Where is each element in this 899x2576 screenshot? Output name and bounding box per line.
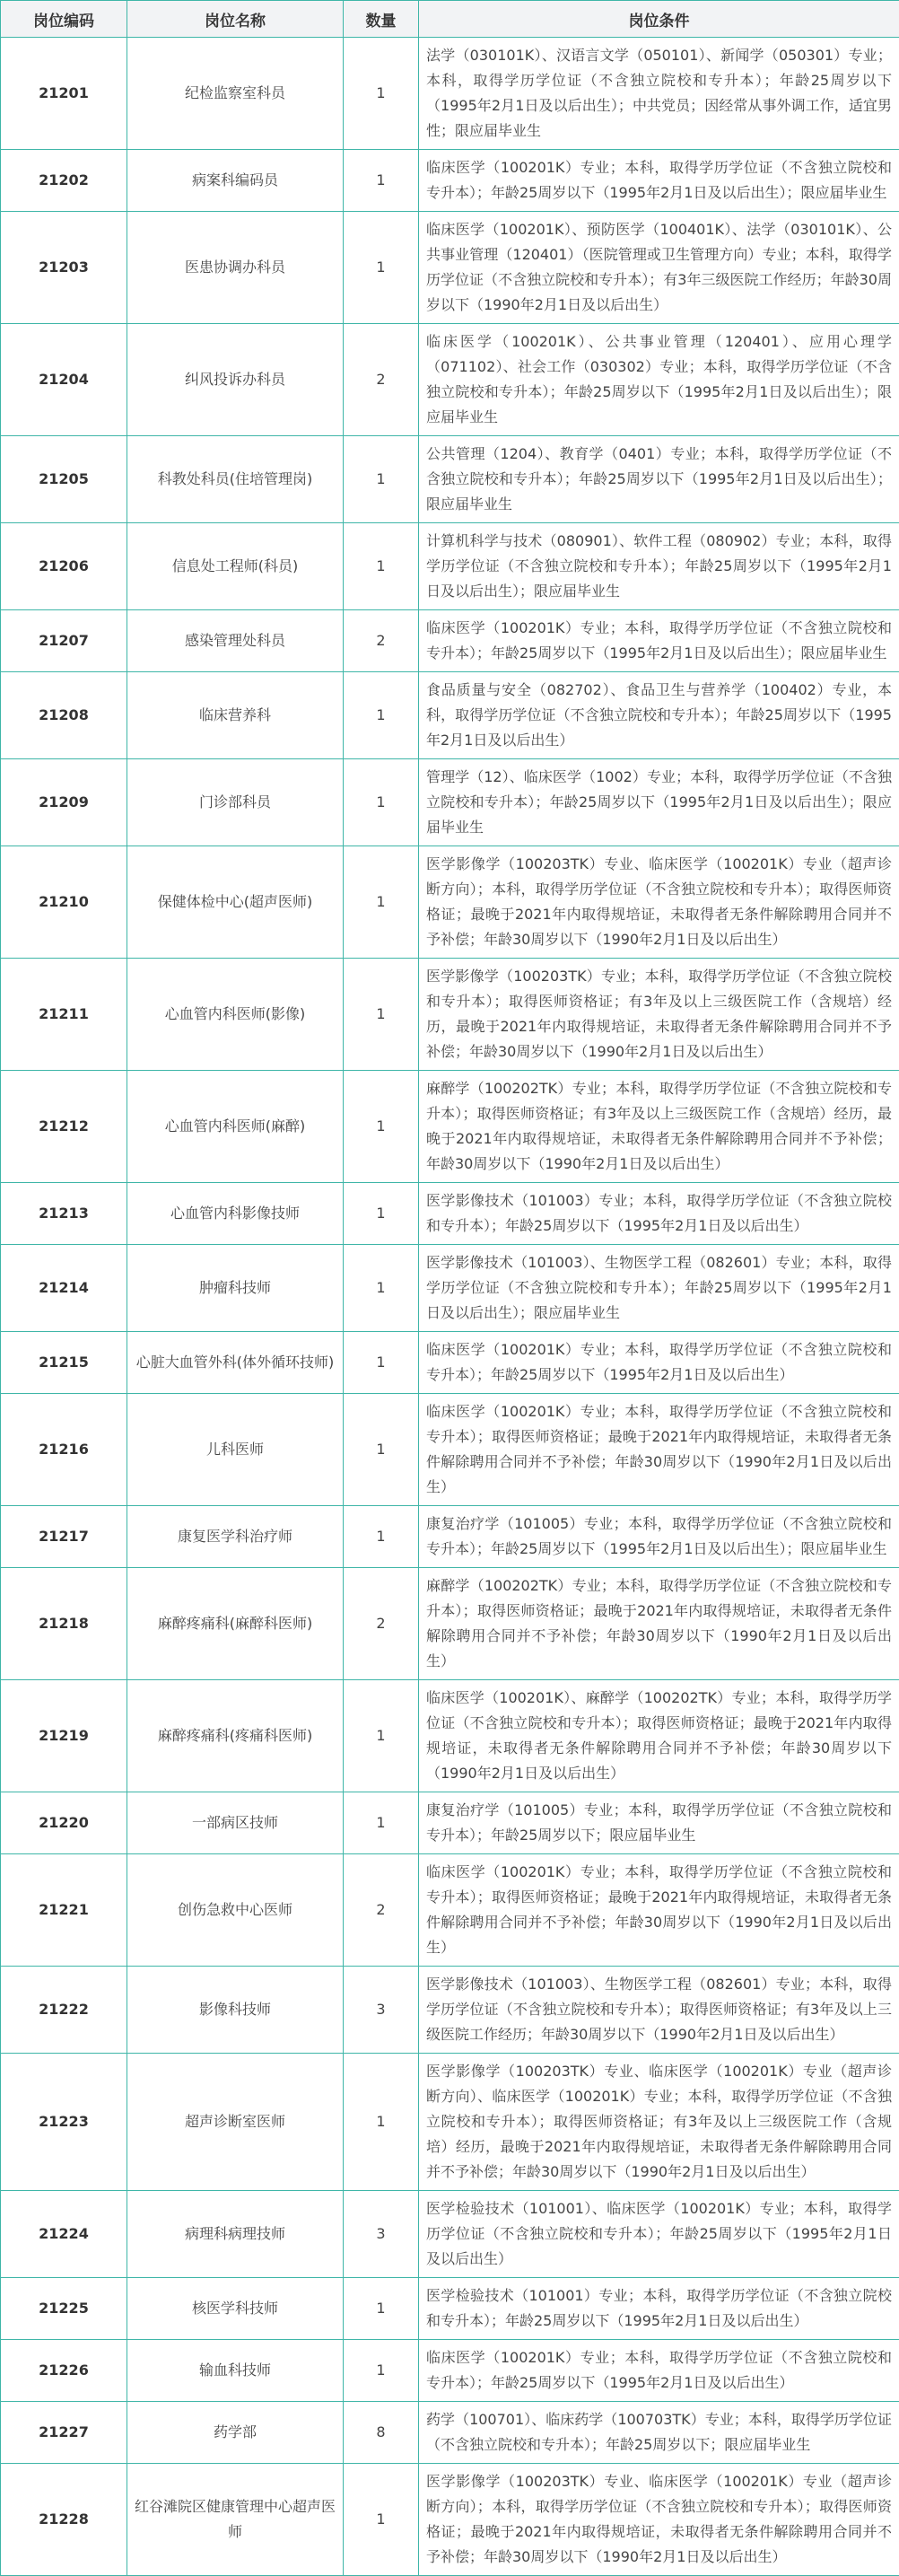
cell-count: 1 xyxy=(344,1332,419,1394)
table-row xyxy=(1,2464,899,2576)
cell-conditions: 临床医学（100201K）专业；本科，取得学历学位证（不含独立院校和专升本）；取得医师资格证；最晚于2021年内取得规培证，未取得者无条件解除聘用合同并不予补偿；年龄30周岁以下（1990年2月1日及以后出生） xyxy=(419,1394,899,1506)
cell-count: 2 xyxy=(344,610,419,672)
cell-code: 21202 xyxy=(1,150,127,212)
cell-code: 21210 xyxy=(1,846,127,959)
table-row xyxy=(1,212,899,324)
cell-count: 1 xyxy=(344,436,419,523)
cell-count: 1 xyxy=(344,38,419,150)
table-row xyxy=(1,1071,899,1183)
cell-conditions: 计算机科学与技术（080901）、软件工程（080902）专业；本科，取得学历学位证（不含独立院校和专升本）；年龄25周岁以下（1995年2月1日及以后出生）；限应届毕业生 xyxy=(419,523,899,610)
table-row xyxy=(1,759,899,846)
cell-name: 科教处科员(住培管理岗) xyxy=(127,436,344,523)
header-code: 岗位编码 xyxy=(1,1,127,38)
cell-count: 1 xyxy=(344,1245,419,1332)
cell-code: 21223 xyxy=(1,2054,127,2191)
cell-count: 1 xyxy=(344,2340,419,2402)
cell-conditions: 医学影像技术（101003）、生物医学工程（082601）专业；本科，取得学历学位证（不含独立院校和专升本）；取得医师资格证；有3年及以上三级医院工作经历；年龄30周岁以下（1990年2月1日及以后出生） xyxy=(419,1967,899,2054)
cell-count: 1 xyxy=(344,1071,419,1183)
cell-conditions: 医学影像技术（101003）专业；本科，取得学历学位证（不含独立院校和专升本）；年龄25周岁以下（1995年2月1日及以后出生） xyxy=(419,1183,899,1245)
header-row xyxy=(1,1,899,38)
cell-name: 感染管理处科员 xyxy=(127,610,344,672)
cell-conditions: 食品质量与安全（082702）、食品卫生与营养学（100402）专业，本科，取得学历学位证（不含独立院校和专升本）；年龄25周岁以下（1995年2月1日及以后出生） xyxy=(419,672,899,759)
table-row xyxy=(1,2054,899,2191)
cell-code: 21224 xyxy=(1,2191,127,2278)
cell-name: 影像科技师 xyxy=(127,1967,344,2054)
cell-name: 信息处工程师(科员) xyxy=(127,523,344,610)
cell-count: 1 xyxy=(344,1506,419,1568)
cell-name: 心血管内科医师(影像) xyxy=(127,959,344,1071)
cell-name: 保健体检中心(超声医师) xyxy=(127,846,344,959)
cell-name: 超声诊断室医师 xyxy=(127,2054,344,2191)
cell-code: 21219 xyxy=(1,1680,127,1792)
cell-conditions: 公共管理（1204）、教育学（0401）专业；本科，取得学历学位证（不含独立院校和专升本）；年龄25周岁以下（1995年2月1日及以后出生）；限应届毕业生 xyxy=(419,436,899,523)
cell-code: 21206 xyxy=(1,523,127,610)
cell-name: 创伤急救中心医师 xyxy=(127,1854,344,1967)
cell-conditions: 医学检验技术（101001）、临床医学（100201K）专业；本科，取得学历学位证（不含独立院校和专升本）；年龄25周岁以下（1995年2月1日及以后出生） xyxy=(419,2191,899,2278)
table-row xyxy=(1,610,899,672)
cell-name: 病案科编码员 xyxy=(127,150,344,212)
table-row xyxy=(1,38,899,150)
table-row xyxy=(1,150,899,212)
table-row xyxy=(1,1568,899,1680)
cell-count: 2 xyxy=(344,1854,419,1967)
cell-code: 21218 xyxy=(1,1568,127,1680)
cell-name: 门诊部科员 xyxy=(127,759,344,846)
cell-count: 1 xyxy=(344,1680,419,1792)
cell-conditions: 医学影像学（100203TK）专业、临床医学（100201K）专业（超声诊断方向）、临床医学（100201K）专业；本科，取得学历学位证（不含独立院校和专升本）；取得医师资格证；有3年及以上三级医院工作（含规培）经历，最晚于2021年内取得规培证，未取得者无条件解除聘用合同并不予补偿；年龄30周岁以下（1990年2月1日及以后出生） xyxy=(419,2054,899,2191)
table-row xyxy=(1,1792,899,1854)
cell-code: 21214 xyxy=(1,1245,127,1332)
cell-count: 1 xyxy=(344,1183,419,1245)
cell-code: 21216 xyxy=(1,1394,127,1506)
cell-name: 麻醉疼痛科(麻醉科医师) xyxy=(127,1568,344,1680)
cell-code: 21201 xyxy=(1,38,127,150)
table-row xyxy=(1,436,899,523)
cell-count: 3 xyxy=(344,2191,419,2278)
cell-name: 病理科病理技师 xyxy=(127,2191,344,2278)
cell-count: 2 xyxy=(344,324,419,436)
cell-conditions: 临床医学（100201K）专业；本科，取得学历学位证（不含独立院校和专升本）；年龄25周岁以下（1995年2月1日及以后出生） xyxy=(419,2340,899,2402)
cell-code: 21213 xyxy=(1,1183,127,1245)
cell-conditions: 药学（100701）、临床药学（100703TK）专业；本科，取得学历学位证（不含独立院校和专升本）；年龄25周岁以下；限应届毕业生 xyxy=(419,2402,899,2464)
cell-name: 药学部 xyxy=(127,2402,344,2464)
header-count: 数量 xyxy=(344,1,419,38)
table-body xyxy=(1,38,899,2576)
cell-code: 21221 xyxy=(1,1854,127,1967)
cell-conditions: 临床医学（100201K）专业；本科，取得学历学位证（不含独立院校和专升本）；年龄25周岁以下（1995年2月1日及以后出生） xyxy=(419,1332,899,1394)
cell-name: 儿科医师 xyxy=(127,1394,344,1506)
table-row xyxy=(1,2340,899,2402)
cell-name: 输血科技师 xyxy=(127,2340,344,2402)
cell-conditions: 康复治疗学（101005）专业；本科，取得学历学位证（不含独立院校和专升本）；年龄25周岁以下；限应届毕业生 xyxy=(419,1792,899,1854)
cell-name: 医患协调办科员 xyxy=(127,212,344,324)
cell-count: 1 xyxy=(344,959,419,1071)
cell-conditions: 临床医学（100201K）、公共事业管理（120401）、应用心理学（071102）、社会工作（030302）专业；本科，取得学历学位证（不含独立院校和专升本）；年龄25周岁以下（1995年2月1日及以后出生）；限应届毕业生 xyxy=(419,324,899,436)
cell-count: 1 xyxy=(344,759,419,846)
cell-conditions: 临床医学（100201K）专业；本科，取得学历学位证（不含独立院校和专升本）；取得医师资格证；最晚于2021年内取得规培证，未取得者无条件解除聘用合同并不予补偿；年龄30周岁以下（1990年2月1日及以后出生） xyxy=(419,1854,899,1967)
table-row xyxy=(1,2278,899,2340)
table-row xyxy=(1,324,899,436)
cell-count: 1 xyxy=(344,212,419,324)
cell-count: 1 xyxy=(344,672,419,759)
cell-conditions: 麻醉学（100202TK）专业；本科，取得学历学位证（不含独立院校和专升本）；取得医师资格证；有3年及以上三级医院工作（含规培）经历，最晚于2021年内取得规培证，未取得者无条件解除聘用合同并不予补偿；年龄30周岁以下（1990年2月1日及以后出生） xyxy=(419,1071,899,1183)
cell-conditions: 医学影像技术（101003）、生物医学工程（082601）专业；本科，取得学历学位证（不含独立院校和专升本）；年龄25周岁以下（1995年2月1日及以后出生）；限应届毕业生 xyxy=(419,1245,899,1332)
header-name: 岗位名称 xyxy=(127,1,344,38)
cell-name: 心血管内科医师(麻醉) xyxy=(127,1071,344,1183)
cell-conditions: 麻醉学（100202TK）专业；本科，取得学历学位证（不含独立院校和专升本）；取得医师资格证；最晚于2021年内取得规培证，未取得者无条件解除聘用合同并不予补偿；年龄30周岁以下（1990年2月1日及以后出生） xyxy=(419,1568,899,1680)
cell-count: 1 xyxy=(344,846,419,959)
cell-code: 21207 xyxy=(1,610,127,672)
cell-code: 21222 xyxy=(1,1967,127,2054)
cell-code: 21211 xyxy=(1,959,127,1071)
cell-code: 21217 xyxy=(1,1506,127,1568)
cell-code: 21225 xyxy=(1,2278,127,2340)
cell-code: 21209 xyxy=(1,759,127,846)
cell-count: 3 xyxy=(344,1967,419,2054)
cell-code: 21203 xyxy=(1,212,127,324)
cell-code: 21227 xyxy=(1,2402,127,2464)
table-row xyxy=(1,1967,899,2054)
cell-name: 肿瘤科技师 xyxy=(127,1245,344,1332)
cell-code: 21208 xyxy=(1,672,127,759)
cell-name: 心血管内科影像技师 xyxy=(127,1183,344,1245)
cell-conditions: 临床医学（100201K）、预防医学（100401K）、法学（030101K）、公共事业管理（120401）（医院管理或卫生管理方向）专业；本科，取得学历学位证（不含独立院校和专升本）；有3年三级医院工作经历；年龄30周岁以下（1990年2月1日及以后出生） xyxy=(419,212,899,324)
cell-code: 21215 xyxy=(1,1332,127,1394)
table-row xyxy=(1,672,899,759)
cell-conditions: 医学影像学（100203TK）专业、临床医学（100201K）专业（超声诊断方向）；本科，取得学历学位证（不含独立院校和专升本）；取得医师资格证；最晚于2021年内取得规培证，未取得者无条件解除聘用合同并不予补偿；年龄30周岁以下（1990年2月1日及以后出生） xyxy=(419,2464,899,2576)
table-row xyxy=(1,1183,899,1245)
cell-code: 21220 xyxy=(1,1792,127,1854)
table-row xyxy=(1,2191,899,2278)
table-row xyxy=(1,846,899,959)
cell-count: 1 xyxy=(344,2464,419,2576)
cell-name: 红谷滩院区健康管理中心超声医师 xyxy=(127,2464,344,2576)
cell-code: 21204 xyxy=(1,324,127,436)
cell-name: 纠风投诉办科员 xyxy=(127,324,344,436)
cell-conditions: 康复治疗学（101005）专业；本科，取得学历学位证（不含独立院校和专升本）；年龄25周岁以下（1995年2月1日及以后出生）；限应届毕业生 xyxy=(419,1506,899,1568)
cell-count: 1 xyxy=(344,1792,419,1854)
table-row xyxy=(1,1394,899,1506)
cell-count: 8 xyxy=(344,2402,419,2464)
cell-code: 21212 xyxy=(1,1071,127,1183)
cell-name: 心脏大血管外科(体外循环技师) xyxy=(127,1332,344,1394)
table-row xyxy=(1,2402,899,2464)
table-row xyxy=(1,1506,899,1568)
table-header xyxy=(1,1,899,38)
cell-count: 1 xyxy=(344,2278,419,2340)
cell-count: 1 xyxy=(344,1394,419,1506)
cell-name: 核医学科技师 xyxy=(127,2278,344,2340)
cell-name: 临床营养科 xyxy=(127,672,344,759)
cell-conditions: 法学（030101K）、汉语言文学（050101）、新闻学（050301）专业；本科，取得学历学位证（不含独立院校和专升本）；年龄25周岁以下（1995年2月1日及以后出生）；中共党员；因经常从事外调工作，适宜男性；限应届毕业生 xyxy=(419,38,899,150)
table-row xyxy=(1,1245,899,1332)
cell-conditions: 临床医学（100201K）、麻醉学（100202TK）专业；本科，取得学历学位证（不含独立院校和专升本）；取得医师资格证；最晚于2021年内取得规培证，未取得者无条件解除聘用合同并不予补偿；年龄30周岁以下（1990年2月1日及以后出生） xyxy=(419,1680,899,1792)
cell-code: 21228 xyxy=(1,2464,127,2576)
table-row xyxy=(1,1332,899,1394)
cell-count: 1 xyxy=(344,2054,419,2191)
cell-name: 一部病区技师 xyxy=(127,1792,344,1854)
cell-count: 2 xyxy=(344,1568,419,1680)
cell-conditions: 医学影像学（100203TK）专业；本科，取得学历学位证（不含独立院校和专升本）；取得医师资格证；有3年及以上三级医院工作（含规培）经历，最晚于2021年内取得规培证，未取得者无条件解除聘用合同并不予补偿；年龄30周岁以下（1990年2月1日及以后出生） xyxy=(419,959,899,1071)
cell-conditions: 临床医学（100201K）专业；本科，取得学历学位证（不含独立院校和专升本）；年龄25周岁以下（1995年2月1日及以后出生）；限应届毕业生 xyxy=(419,150,899,212)
cell-name: 康复医学科治疗师 xyxy=(127,1506,344,1568)
cell-conditions: 管理学（12）、临床医学（1002）专业；本科，取得学历学位证（不含独立院校和专升本）；年龄25周岁以下（1995年2月1日及以后出生）；限应届毕业生 xyxy=(419,759,899,846)
cell-conditions: 临床医学（100201K）专业；本科，取得学历学位证（不含独立院校和专升本）；年龄25周岁以下（1995年2月1日及以后出生）；限应届毕业生 xyxy=(419,610,899,672)
cell-count: 1 xyxy=(344,523,419,610)
cell-code: 21226 xyxy=(1,2340,127,2402)
cell-count: 1 xyxy=(344,150,419,212)
header-conditions: 岗位条件 xyxy=(419,1,899,38)
table-row xyxy=(1,1680,899,1792)
cell-conditions: 医学检验技术（101001）专业；本科，取得学历学位证（不含独立院校和专升本）；年龄25周岁以下（1995年2月1日及以后出生） xyxy=(419,2278,899,2340)
cell-name: 纪检监察室科员 xyxy=(127,38,344,150)
table-row xyxy=(1,523,899,610)
cell-conditions: 医学影像学（100203TK）专业、临床医学（100201K）专业（超声诊断方向）；本科，取得学历学位证（不含独立院校和专升本）；取得医师资格证；最晚于2021年内取得规培证，未取得者无条件解除聘用合同并不予补偿；年龄30周岁以下（1990年2月1日及以后出生） xyxy=(419,846,899,959)
cell-name: 麻醉疼痛科(疼痛科医师) xyxy=(127,1680,344,1792)
table-row xyxy=(1,1854,899,1967)
cell-code: 21205 xyxy=(1,436,127,523)
table-row xyxy=(1,959,899,1071)
